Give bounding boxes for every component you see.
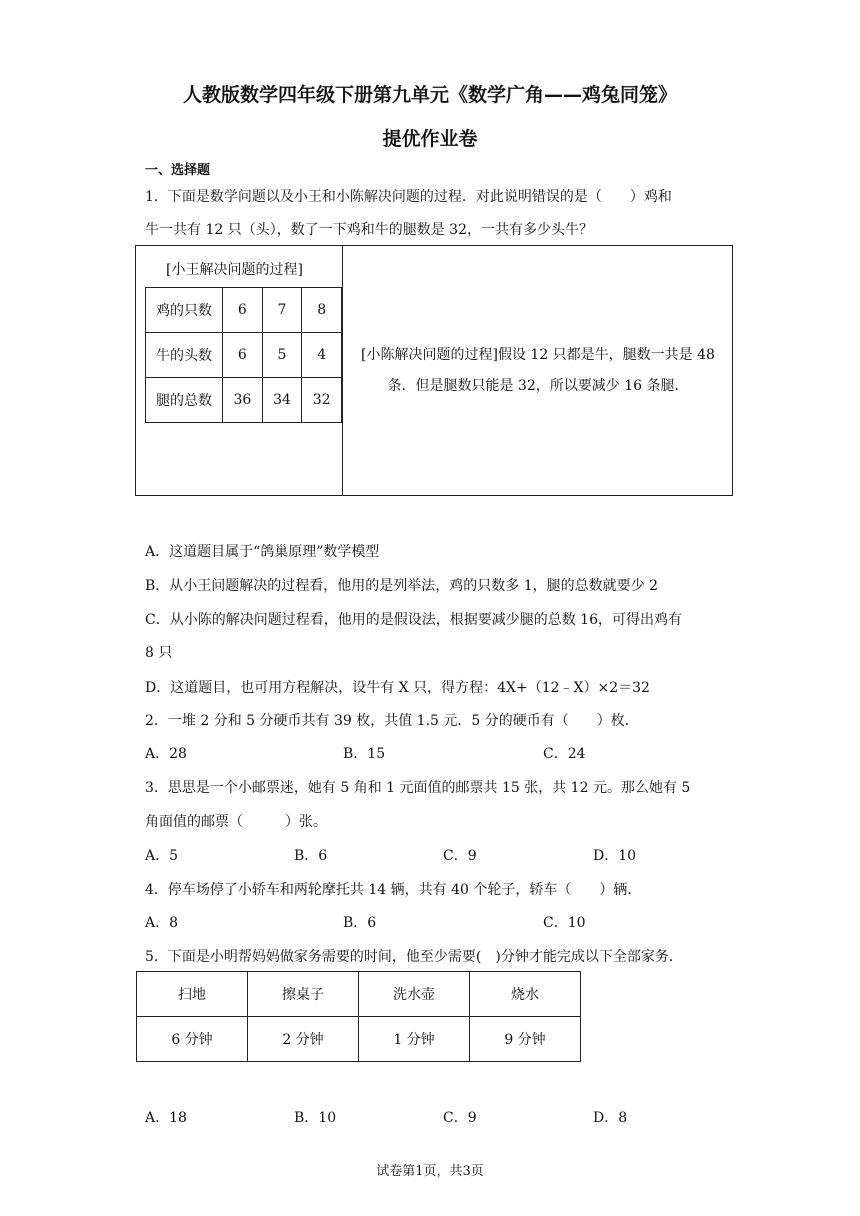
- table-cell: 4: [302, 333, 342, 378]
- table-cell: 2 分钟: [248, 1017, 359, 1062]
- table-cell: 9 分钟: [470, 1017, 581, 1062]
- table-row: [146, 288, 342, 333]
- xiaochen-solution-text: [小陈解决问题的过程]假设 12 只都是牛，腿数一共是 48 条．但是腿数只能是 32，所以要减少 16 条腿．: [361, 347, 715, 394]
- q3-option-b: B．6: [294, 848, 328, 864]
- table-row: [137, 972, 581, 1017]
- q3-option-d: D．10: [593, 848, 637, 864]
- q2-stem: 2．一堆 2 分和 5 分硬币共有 39 枚，共值 1.5 元．5 分的硬币有（ ）枚．: [145, 713, 639, 729]
- exam-title-line1: 人教版数学四年级下册第九单元《数学广角——鸡兔同笼》: [182, 84, 677, 106]
- q3-option-c: C．9: [443, 848, 477, 864]
- table-header-cell: 洗水壶: [359, 972, 470, 1017]
- table-cell: 34: [262, 378, 302, 423]
- table-cell: 7: [262, 288, 302, 333]
- q2-option-b: B．15: [343, 746, 386, 762]
- q4-stem: 4．停车场停了小轿车和两轮摩托共 14 辆，共有 40 个轮子，轿车（ ）辆．: [145, 882, 642, 898]
- q5-stem: 5．下面是小明帮妈妈做家务需要的时间，他至少需要( )分钟才能完成以下全部家务．: [145, 949, 683, 965]
- chores-table: [136, 971, 581, 1062]
- table-cell: 6: [223, 288, 263, 333]
- exam-title-line2: 提优作业卷: [382, 128, 478, 150]
- table-cell: 6 分钟: [137, 1017, 248, 1062]
- q4-option-a: A．8: [145, 915, 179, 931]
- q1-option-a: A．这道题目属于“鸽巢原理”数学模型: [145, 544, 380, 560]
- q1-option-d: D．这道题目，也可用方程解决，设牛有 X 只，得方程：4X+（12﹣X）×2＝32: [145, 680, 650, 696]
- table-cell: 鸡的只数: [146, 288, 223, 333]
- q3-option-a: A．5: [145, 848, 179, 864]
- xiaowang-title: [小王解决问题的过程]: [166, 262, 303, 278]
- table-cell: 32: [302, 378, 342, 423]
- q4-option-c: C．10: [543, 915, 586, 931]
- table-row: [146, 333, 342, 378]
- table-cell: 8: [302, 288, 342, 333]
- table-row: [146, 378, 342, 423]
- q5-option-b: B．10: [294, 1110, 337, 1126]
- q1-stem-line1: 1．下面是数学问题以及小王和小陈解决问题的过程．对此说明错误的是（ ）鸡和: [145, 189, 672, 205]
- q5-option-a: A．18: [145, 1110, 187, 1126]
- q1-stem-line2: 牛一共有 12 只（头），数了一下鸡和牛的腿数是 32，一共有多少头牛？: [145, 222, 593, 238]
- table-cell: 36: [223, 378, 263, 423]
- table-header-cell: 烧水: [470, 972, 581, 1017]
- q3-stem-line2: 角面值的邮票（ ）张。: [145, 814, 327, 830]
- table-header-cell: 擦桌子: [248, 972, 359, 1017]
- q1-option-c-line2: 8 只: [145, 645, 173, 661]
- q3-stem-line1: 3．思思是一个小邮票迷，她有 5 角和 1 元面值的邮票共 15 张，共 12 元。那么她有 5: [145, 780, 691, 796]
- table-cell: 5: [262, 333, 302, 378]
- page-footer: 试卷第1页，共3页: [376, 1164, 484, 1179]
- q5-option-c: C．9: [443, 1110, 477, 1126]
- q1-option-b: B．从小王问题解决的过程看，他用的是列举法，鸡的只数多 1，腿的总数就要少 2: [145, 578, 659, 594]
- table-cell: 腿的总数: [146, 378, 223, 423]
- q4-option-b: B．6: [343, 915, 377, 931]
- q2-option-c: C．24: [543, 746, 586, 762]
- xiaowang-table-wrap: [145, 287, 342, 424]
- xiaowang-table: [145, 287, 342, 423]
- table-row: [137, 1017, 581, 1062]
- q1-box-divider: [342, 245, 343, 496]
- section-heading: 一、选择题: [145, 163, 211, 178]
- q2-option-a: A．28: [145, 746, 187, 762]
- table-cell: 牛的头数: [146, 333, 223, 378]
- table-cell: 6: [223, 333, 263, 378]
- table-cell: 1 分钟: [359, 1017, 470, 1062]
- q5-option-d: D．8: [593, 1110, 628, 1126]
- table-header-cell: 扫地: [137, 972, 248, 1017]
- q1-option-c-line1: C．从小陈的解决问题过程看，他用的是假设法，根据要减少腿的总数 16，可得出鸡有: [145, 612, 682, 628]
